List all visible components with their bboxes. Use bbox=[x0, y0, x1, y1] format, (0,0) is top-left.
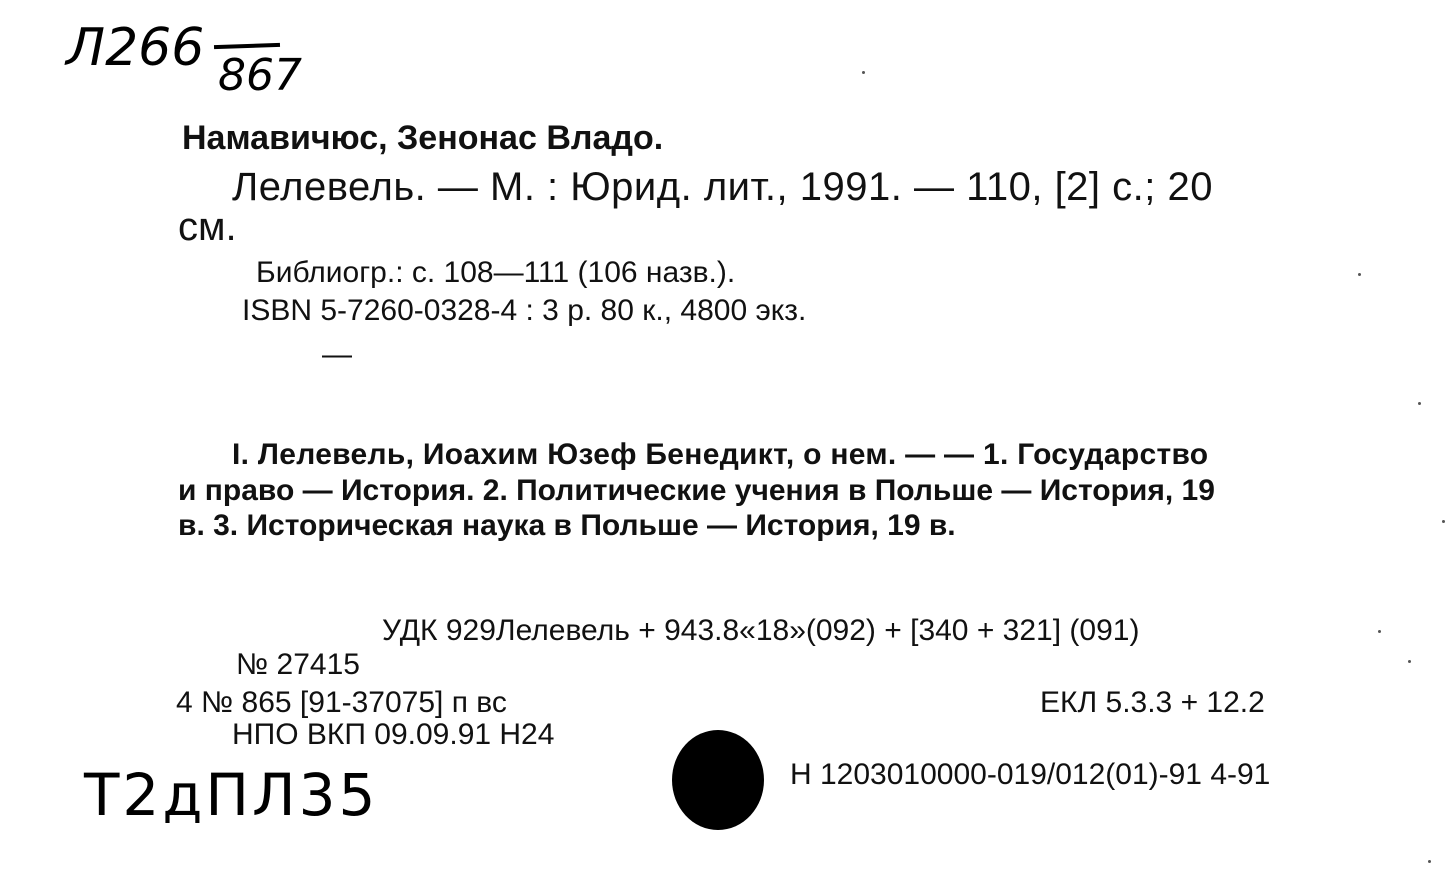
npo-line: НПО ВКП 09.09.91 Н24 bbox=[232, 718, 555, 751]
scan-speck bbox=[1358, 273, 1361, 276]
bibliography-note: Библиогр.: с. 108—111 (106 назв.). bbox=[256, 256, 736, 289]
handwritten-shelf-mark-bottom: Т2дПЛ35 bbox=[84, 761, 379, 829]
handwritten-shelf-mark-sub: 867 bbox=[218, 50, 302, 101]
separator-dash: — bbox=[322, 338, 352, 371]
subject-line-1: I. Лелевель, Иоахим Юзеф Бенедикт, о нем. — — 1. Государство bbox=[232, 438, 1209, 471]
scan-speck bbox=[862, 71, 865, 74]
code-line: Н 1203010000-019/012(01)-91 4-91 bbox=[790, 758, 1271, 791]
scan-speck bbox=[1418, 402, 1421, 405]
title-line-2: см. bbox=[178, 205, 237, 249]
subject-line-2: и право — История. 2. Политические учения в Польше — История, 19 bbox=[178, 474, 1215, 507]
udk-line: УДК 929Лелевель + 943.8«18»(092) + [340 + 321] (091) bbox=[382, 614, 1140, 647]
record-number: № 27415 bbox=[236, 648, 360, 681]
author-heading: Намавичюс, Зенонас Владо. bbox=[182, 119, 664, 157]
handwritten-overline bbox=[214, 43, 280, 49]
scan-speck bbox=[1428, 860, 1431, 863]
scan-speck bbox=[1378, 630, 1381, 633]
title-line-1: Лелевель. — М. : Юрид. лит., 1991. — 110, [2] с.; 20 bbox=[232, 165, 1213, 209]
subject-line-3: в. 3. Историческая наука в Польше — История, 19 в. bbox=[178, 509, 956, 542]
isbn-line: ISBN 5-7260-0328-4 : 3 р. 80 к., 4800 экз. bbox=[242, 294, 807, 327]
punched-hole-mark bbox=[672, 730, 764, 830]
ekl-line: ЕКЛ 5.3.3 + 12.2 bbox=[1040, 686, 1265, 719]
order-line: 4 № 865 [91-37075] п вс bbox=[176, 686, 507, 719]
scan-speck bbox=[1442, 520, 1445, 523]
scan-speck bbox=[1408, 660, 1411, 663]
handwritten-shelf-mark-top: Л266 bbox=[66, 18, 205, 78]
